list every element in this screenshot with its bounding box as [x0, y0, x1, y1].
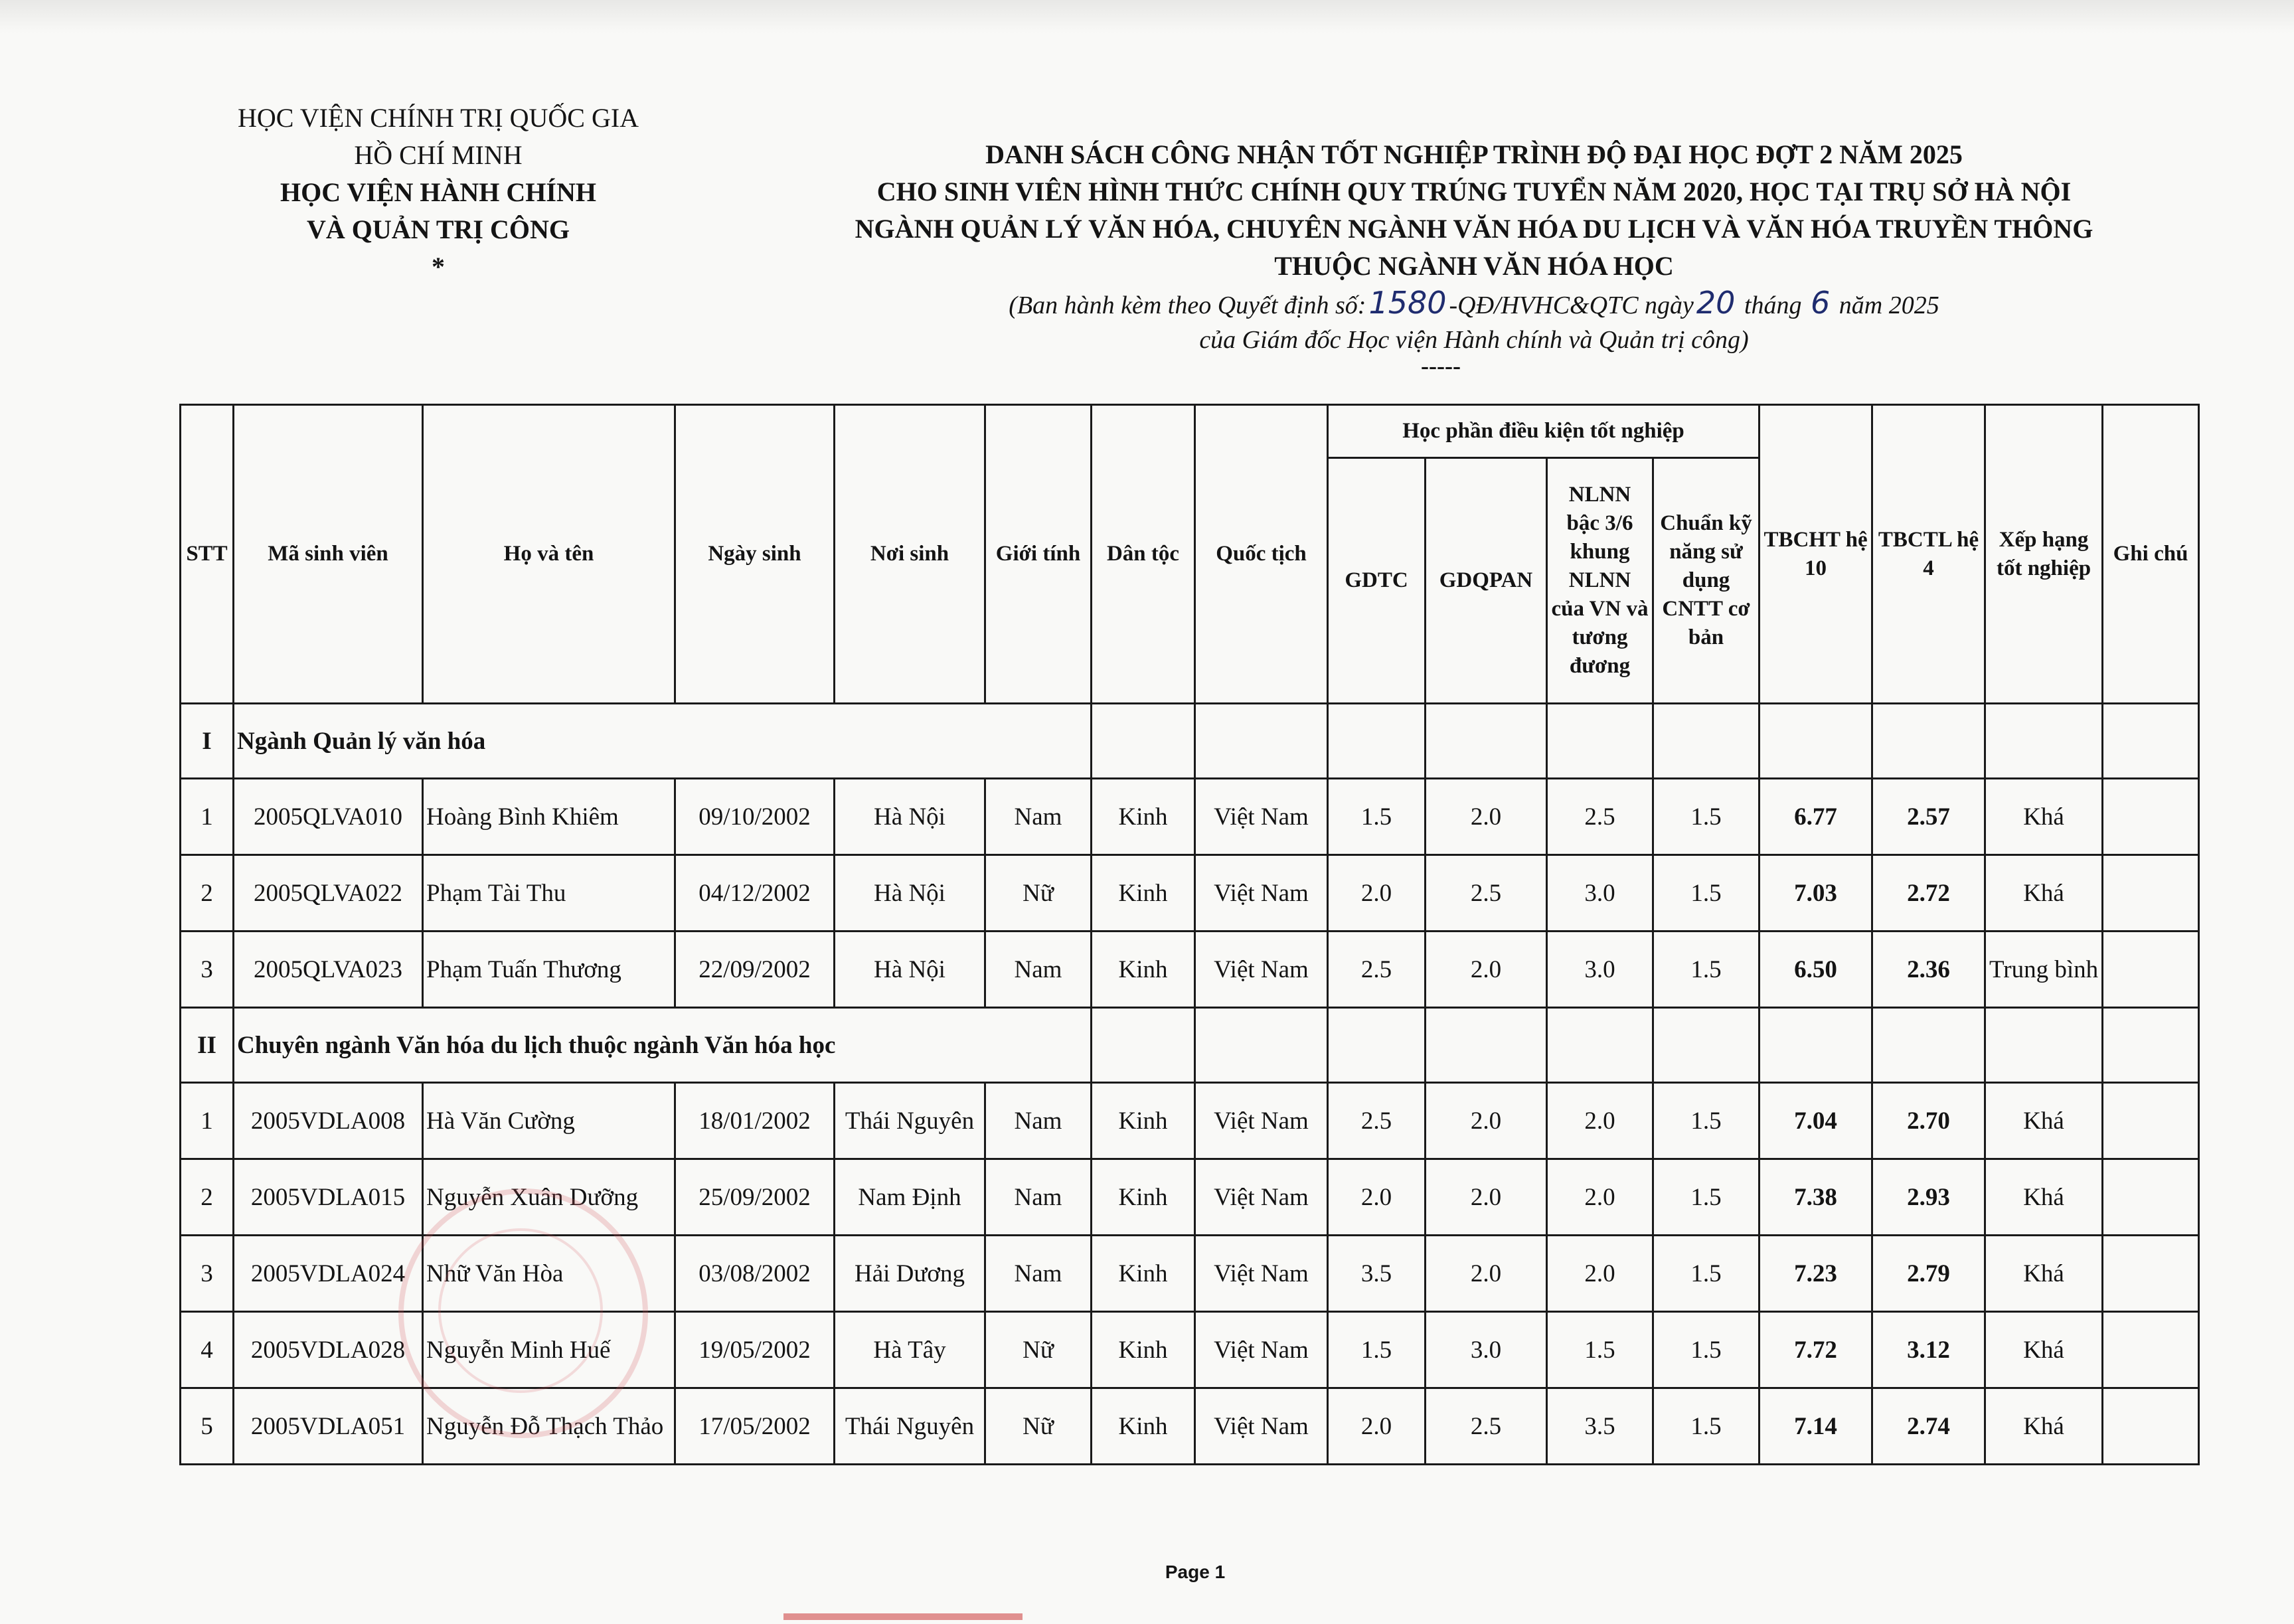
cell-stt: 2 [181, 1159, 234, 1236]
section-empty-cell [1328, 1008, 1426, 1083]
cell-rank: Trung bình [1985, 932, 2103, 1008]
cell-gdtc: 1.5 [1328, 1312, 1426, 1388]
cell-nlnn: 3.0 [1547, 855, 1653, 932]
issuing-organization [166, 100, 710, 285]
cell-stt: 1 [181, 1083, 234, 1159]
cell-ethnicity: Kinh [1092, 932, 1195, 1008]
cell-name: Nguyễn Minh Huế [423, 1312, 675, 1388]
section-row [181, 704, 2199, 779]
cell-gender: Nữ [985, 855, 1092, 932]
cell-dob: 25/09/2002 [675, 1159, 835, 1236]
cell-name: Nguyễn Xuân Dưỡng [423, 1159, 675, 1236]
section-empty-cell [2103, 704, 2199, 779]
cell-birthplace: Hà Nội [835, 855, 985, 932]
cell-tbctl: 2.74 [1872, 1388, 1985, 1465]
decree-month: 6 [1811, 285, 1831, 321]
section-empty-cell [1426, 1008, 1547, 1083]
cell-nationality: Việt Nam [1195, 1159, 1328, 1236]
section-empty-cell [1547, 1008, 1653, 1083]
cell-gdqpan: 2.0 [1426, 1083, 1547, 1159]
cell-tbcht: 7.04 [1760, 1083, 1872, 1159]
cell-tbctl: 2.93 [1872, 1159, 1985, 1236]
header-conditions: Học phần điều kiện tốt nghiệp [1328, 405, 1760, 458]
cell-student-id: 2005VDLA051 [234, 1388, 423, 1465]
cell-student-id: 2005VDLA015 [234, 1159, 423, 1236]
cell-tbcht: 7.72 [1760, 1312, 1872, 1388]
section-empty-cell [1653, 704, 1760, 779]
section-empty-cell [2103, 1008, 2199, 1083]
title-line-1: DANH SÁCH CÔNG NHẬN TỐT NGHIỆP TRÌNH ĐỘ ĐẠI HỌC ĐỢT 2 NĂM 2025 [985, 139, 1963, 169]
cell-gender: Nữ [985, 1388, 1092, 1465]
section-empty-cell [1328, 704, 1426, 779]
cell-note [2103, 1312, 2199, 1388]
cell-tbcht: 6.77 [1760, 779, 1872, 855]
cell-dob: 19/05/2002 [675, 1312, 835, 1388]
cell-birthplace: Hải Dương [835, 1236, 985, 1312]
red-seal-inner-ring [438, 1228, 603, 1393]
decree-month-label: tháng [1744, 291, 1802, 319]
cell-gender: Nam [985, 779, 1092, 855]
cell-note [2103, 779, 2199, 855]
cell-name: Nguyễn Đỗ Thạch Thảo [423, 1388, 675, 1465]
cell-tbcht: 6.50 [1760, 932, 1872, 1008]
cell-tbcht: 7.03 [1760, 855, 1872, 932]
header-tbcht: TBCHT hệ 10 [1760, 405, 1872, 704]
cell-tbctl: 2.79 [1872, 1236, 1985, 1312]
cell-stt: 3 [181, 1236, 234, 1312]
cell-nationality: Việt Nam [1195, 779, 1328, 855]
decree-prefix: (Ban hành kèm theo Quyết định số: [1009, 291, 1366, 319]
header-tbctl: TBCTL hệ 4 [1872, 405, 1985, 704]
cell-cntt: 1.5 [1653, 1083, 1760, 1159]
section-empty-cell [1760, 1008, 1872, 1083]
cell-cntt: 1.5 [1653, 855, 1760, 932]
section-title: Ngành Quản lý văn hóa [234, 704, 1092, 779]
section-title: Chuyên ngành Văn hóa du lịch thuộc ngành Văn hóa học [234, 1008, 1092, 1083]
cell-gdtc: 2.0 [1328, 855, 1426, 932]
org-line-4: VÀ QUẢN TRỊ CÔNG [307, 214, 570, 244]
red-ink-mark [783, 1613, 1023, 1620]
cell-rank: Khá [1985, 1236, 2103, 1312]
cell-note [2103, 855, 2199, 932]
cell-gdqpan: 2.0 [1426, 1159, 1547, 1236]
cell-gender: Nam [985, 1159, 1092, 1236]
cell-name: Hà Văn Cường [423, 1083, 675, 1159]
cell-nlnn: 2.0 [1547, 1236, 1653, 1312]
decree-number: 1580 [1368, 285, 1447, 321]
divider-dashes: ----- [1421, 353, 1461, 379]
cell-dob: 17/05/2002 [675, 1388, 835, 1465]
cell-rank: Khá [1985, 779, 2103, 855]
header-student-id: Mã sinh viên [234, 405, 423, 704]
cell-gdqpan: 2.0 [1426, 1236, 1547, 1312]
cell-cntt: 1.5 [1653, 932, 1760, 1008]
cell-rank: Khá [1985, 855, 2103, 932]
header-gdqpan: GDQPAN [1426, 458, 1547, 704]
cell-note [2103, 1236, 2199, 1312]
section-empty-cell [1547, 704, 1653, 779]
cell-ethnicity: Kinh [1092, 1083, 1195, 1159]
cell-ethnicity: Kinh [1092, 1388, 1195, 1465]
cell-gdtc: 2.5 [1328, 932, 1426, 1008]
cell-birthplace: Nam Định [835, 1159, 985, 1236]
cell-gender: Nữ [985, 1312, 1092, 1388]
title-line-2: CHO SINH VIÊN HÌNH THỨC CHÍNH QUY TRÚNG TUYỂN NĂM 2020, HỌC TẠI TRỤ SỞ HÀ NỘI [876, 177, 2072, 206]
cell-student-id: 2005VDLA028 [234, 1312, 423, 1388]
cell-gender: Nam [985, 932, 1092, 1008]
cell-nationality: Việt Nam [1195, 1083, 1328, 1159]
header-name: Họ và tên [423, 405, 675, 704]
org-line-1: HỌC VIỆN CHÍNH TRỊ QUỐC GIA [237, 103, 639, 133]
cell-ethnicity: Kinh [1092, 779, 1195, 855]
cell-nlnn: 3.5 [1547, 1388, 1653, 1465]
header-note: Ghi chú [2103, 405, 2199, 704]
section-number: I [181, 704, 234, 779]
header-rank: Xếp hạng tốt nghiệp [1985, 405, 2103, 704]
cell-name: Phạm Tuấn Thương [423, 932, 675, 1008]
cell-dob: 04/12/2002 [675, 855, 835, 932]
cell-dob: 09/10/2002 [675, 779, 835, 855]
cell-tbctl: 2.57 [1872, 779, 1985, 855]
cell-gdtc: 2.5 [1328, 1083, 1426, 1159]
section-empty-cell [1872, 1008, 1985, 1083]
cell-stt: 4 [181, 1312, 234, 1388]
cell-dob: 22/09/2002 [675, 932, 835, 1008]
cell-name: Hoàng Bình Khiêm [423, 779, 675, 855]
cell-ethnicity: Kinh [1092, 1236, 1195, 1312]
header-cntt: Chuẩn kỹ năng sử dụng CNTT cơ bản [1653, 458, 1760, 704]
cell-nlnn: 3.0 [1547, 932, 1653, 1008]
cell-tbcht: 7.23 [1760, 1236, 1872, 1312]
decree-reference [730, 285, 2218, 357]
cell-ethnicity: Kinh [1092, 1159, 1195, 1236]
header-gdtc: GDTC [1328, 458, 1426, 704]
cell-stt: 3 [181, 932, 234, 1008]
cell-nationality: Việt Nam [1195, 1388, 1328, 1465]
section-empty-cell [1092, 1008, 1195, 1083]
section-empty-cell [1985, 1008, 2103, 1083]
cell-gdtc: 2.0 [1328, 1388, 1426, 1465]
cell-ethnicity: Kinh [1092, 855, 1195, 932]
cell-rank: Khá [1985, 1083, 2103, 1159]
cell-birthplace: Hà Nội [835, 779, 985, 855]
scan-edge [0, 0, 2294, 33]
cell-student-id: 2005QLVA023 [234, 932, 423, 1008]
header-nlnn: NLNN bậc 3/6 khung NLNN của VN và tương đương [1547, 458, 1653, 704]
header-ethnicity: Dân tộc [1092, 405, 1195, 704]
cell-tbcht: 7.38 [1760, 1159, 1872, 1236]
header-gender: Giới tính [985, 405, 1092, 704]
table-row [181, 1083, 2199, 1159]
cell-cntt: 1.5 [1653, 1388, 1760, 1465]
cell-student-id: 2005VDLA024 [234, 1236, 423, 1312]
section-number: II [181, 1008, 234, 1083]
cell-stt: 2 [181, 855, 234, 932]
cell-tbctl: 2.36 [1872, 932, 1985, 1008]
cell-gender: Nam [985, 1083, 1092, 1159]
section-empty-cell [1195, 1008, 1328, 1083]
cell-student-id: 2005QLVA010 [234, 779, 423, 855]
cell-gdqpan: 2.0 [1426, 779, 1547, 855]
cell-tbctl: 3.12 [1872, 1312, 1985, 1388]
cell-tbcht: 7.14 [1760, 1388, 1872, 1465]
cell-cntt: 1.5 [1653, 779, 1760, 855]
cell-nationality: Việt Nam [1195, 855, 1328, 932]
section-row [181, 1008, 2199, 1083]
cell-name: Phạm Tài Thu [423, 855, 675, 932]
cell-nlnn: 2.5 [1547, 779, 1653, 855]
cell-note [2103, 1159, 2199, 1236]
document-title [730, 136, 2218, 285]
cell-note [2103, 1388, 2199, 1465]
cell-gender: Nam [985, 1236, 1092, 1312]
cell-birthplace: Hà Tây [835, 1312, 985, 1388]
cell-birthplace: Thái Nguyên [835, 1083, 985, 1159]
decree-mid: -QĐ/HVHC&QTC ngày [1449, 291, 1694, 319]
cell-student-id: 2005QLVA022 [234, 855, 423, 932]
cell-ethnicity: Kinh [1092, 1312, 1195, 1388]
table-row [181, 779, 2199, 855]
cell-cntt: 1.5 [1653, 1312, 1760, 1388]
cell-note [2103, 1083, 2199, 1159]
cell-name: Nhữ Văn Hòa [423, 1236, 675, 1312]
cell-gdtc: 2.0 [1328, 1159, 1426, 1236]
cell-tbctl: 2.72 [1872, 855, 1985, 932]
decree-line-1 [730, 285, 2218, 323]
cell-birthplace: Thái Nguyên [835, 1388, 985, 1465]
cell-birthplace: Hà Nội [835, 932, 985, 1008]
cell-rank: Khá [1985, 1388, 2103, 1465]
section-empty-cell [1872, 704, 1985, 779]
cell-student-id: 2005VDLA008 [234, 1083, 423, 1159]
cell-rank: Khá [1985, 1159, 2103, 1236]
cell-nationality: Việt Nam [1195, 1236, 1328, 1312]
org-star: * [432, 252, 445, 282]
cell-dob: 18/01/2002 [675, 1083, 835, 1159]
cell-nlnn: 2.0 [1547, 1159, 1653, 1236]
table-row [181, 855, 2199, 932]
section-empty-cell [1985, 704, 2103, 779]
cell-gdtc: 1.5 [1328, 779, 1426, 855]
page-number: Page 1 [1165, 1562, 1226, 1582]
cell-nlnn: 1.5 [1547, 1312, 1653, 1388]
org-line-2: HỒ CHÍ MINH [354, 140, 523, 170]
section-empty-cell [1426, 704, 1547, 779]
cell-stt: 1 [181, 779, 234, 855]
section-empty-cell [1760, 704, 1872, 779]
cell-cntt: 1.5 [1653, 1159, 1760, 1236]
header-dob: Ngày sinh [675, 405, 835, 704]
cell-rank: Khá [1985, 1312, 2103, 1388]
cell-cntt: 1.5 [1653, 1236, 1760, 1312]
table-row [181, 932, 2199, 1008]
section-empty-cell [1092, 704, 1195, 779]
cell-nlnn: 2.0 [1547, 1083, 1653, 1159]
cell-tbctl: 2.70 [1872, 1083, 1985, 1159]
cell-gdqpan: 2.5 [1426, 1388, 1547, 1465]
cell-gdqpan: 2.5 [1426, 855, 1547, 932]
cell-gdqpan: 2.0 [1426, 932, 1547, 1008]
header-stt: STT [181, 405, 234, 704]
title-line-4: THUỘC NGÀNH VĂN HÓA HỌC [1274, 251, 1674, 281]
title-line-3: NGÀNH QUẢN LÝ VĂN HÓA, CHUYÊN NGÀNH VĂN HÓA DU LỊCH VÀ VĂN HÓA TRUYỀN THÔNG [855, 214, 2093, 244]
cell-gdqpan: 3.0 [1426, 1312, 1547, 1388]
section-empty-cell [1195, 704, 1328, 779]
decree-day: 20 [1696, 285, 1736, 321]
decree-year: năm 2025 [1839, 291, 1939, 319]
header-birthplace: Nơi sinh [835, 405, 985, 704]
cell-nationality: Việt Nam [1195, 932, 1328, 1008]
decree-line-2: của Giám đốc Học viện Hành chính và Quản trị công) [1199, 326, 1749, 354]
cell-stt: 5 [181, 1388, 234, 1465]
org-line-3: HỌC VIỆN HÀNH CHÍNH [280, 177, 596, 207]
cell-nationality: Việt Nam [1195, 1312, 1328, 1388]
section-empty-cell [1653, 1008, 1760, 1083]
cell-dob: 03/08/2002 [675, 1236, 835, 1312]
header-nationality: Quốc tịch [1195, 405, 1328, 704]
cell-note [2103, 932, 2199, 1008]
cell-gdtc: 3.5 [1328, 1236, 1426, 1312]
